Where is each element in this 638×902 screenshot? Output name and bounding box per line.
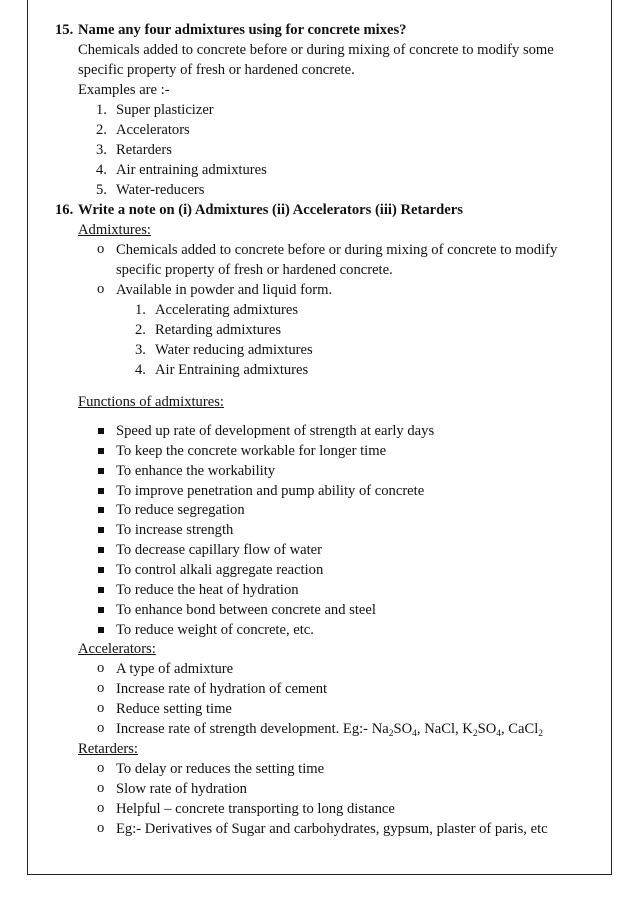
- admixture-type-number: 4.: [135, 362, 146, 378]
- q16-number: 16.: [55, 202, 74, 218]
- function-item: Speed up rate of development of strength at early days: [116, 423, 435, 439]
- circle-bullet-icon: o: [97, 680, 105, 696]
- admixture-type-number: 3.: [135, 342, 146, 358]
- circle-bullet-icon: o: [97, 241, 105, 257]
- function-item: To improve penetration and pump ability of concrete: [116, 483, 425, 499]
- admixture-type-number: 2.: [135, 322, 146, 338]
- retarders-title: Retarders:: [78, 741, 138, 757]
- square-bullet-icon: [98, 507, 104, 513]
- q15-example-text: Water-reducers: [116, 182, 205, 198]
- square-bullet-icon: [98, 627, 104, 633]
- function-item: To decrease capillary flow of water: [116, 542, 323, 558]
- retarder-item: Helpful – concrete transporting to long distance: [116, 801, 395, 817]
- function-item: To control alkali aggregate reaction: [116, 562, 324, 578]
- q15-example-number: 1.: [96, 102, 107, 118]
- circle-bullet-icon: o: [97, 720, 105, 736]
- q15-example-number: 3.: [96, 142, 107, 158]
- q15-example-text: Super plasticizer: [116, 102, 214, 118]
- square-bullet-icon: [98, 547, 104, 553]
- circle-bullet-icon: o: [97, 660, 105, 676]
- admixture-type-text: Retarding admixtures: [155, 322, 282, 338]
- q16-heading: Write a note on (i) Admixtures (ii) Accelerators (iii) Retarders: [78, 202, 463, 218]
- function-item: To reduce weight of concrete, etc.: [116, 622, 314, 638]
- function-item: To enhance the workability: [116, 463, 276, 479]
- functions-title: Functions of admixtures:: [78, 394, 224, 410]
- q15-examples-label: Examples are :-: [78, 82, 170, 98]
- admixture-type-number: 1.: [135, 302, 146, 318]
- circle-bullet-icon: o: [97, 820, 105, 836]
- retarder-item: To delay or reduces the setting time: [116, 761, 325, 777]
- function-item: To reduce segregation: [116, 502, 245, 518]
- circle-bullet-icon: o: [97, 800, 105, 816]
- retarder-item: Slow rate of hydration: [116, 781, 247, 797]
- retarder-item: Eg:- Derivatives of Sugar and carbohydrates, gypsum, plaster of paris, etc: [116, 821, 548, 837]
- q15-heading: Name any four admixtures using for concrete mixes?: [78, 22, 407, 38]
- q15-example-number: 2.: [96, 122, 107, 138]
- square-bullet-icon: [98, 587, 104, 593]
- function-item: To keep the concrete workable for longer time: [116, 443, 387, 459]
- q15-number: 15.: [55, 22, 74, 38]
- q15-example-text: Accelerators: [116, 122, 190, 138]
- q15-example-text: Retarders: [116, 142, 172, 158]
- square-bullet-icon: [98, 448, 104, 454]
- q15-example-number: 4.: [96, 162, 107, 178]
- admixture-type-text: Accelerating admixtures: [155, 302, 299, 318]
- admixture-type-text: Water reducing admixtures: [155, 342, 313, 358]
- circle-bullet-icon: o: [97, 760, 105, 776]
- circle-bullet-icon: o: [97, 281, 105, 297]
- square-bullet-icon: [98, 468, 104, 474]
- square-bullet-icon: [98, 488, 104, 494]
- admixtures-bullet-line2: specific property of fresh or hardened concrete.: [116, 262, 393, 278]
- square-bullet-icon: [98, 607, 104, 613]
- square-bullet-icon: [98, 567, 104, 573]
- circle-bullet-icon: o: [97, 780, 105, 796]
- q15-definition-line1: Chemicals added to concrete before or during mixing of concrete to modify some: [78, 42, 554, 58]
- admixture-type-text: Air Entraining admixtures: [155, 362, 309, 378]
- admixtures-bullet-line1: Chemicals added to concrete before or during mixing of concrete to modify: [116, 242, 558, 258]
- square-bullet-icon: [98, 428, 104, 434]
- q15-example-number: 5.: [96, 182, 107, 198]
- accelerators-title: Accelerators:: [78, 641, 156, 657]
- square-bullet-icon: [98, 527, 104, 533]
- circle-bullet-icon: o: [97, 700, 105, 716]
- accelerator-item: A type of admixture: [116, 661, 234, 677]
- q15-example-text: Air entraining admixtures: [116, 162, 267, 178]
- accelerator-item: Reduce setting time: [116, 701, 232, 717]
- accelerator-item: Increase rate of hydration of cement: [116, 681, 328, 697]
- admixtures-title: Admixtures:: [78, 222, 151, 238]
- function-item: To reduce the heat of hydration: [116, 582, 299, 598]
- function-item: To increase strength: [116, 522, 234, 538]
- function-item: To enhance bond between concrete and steel: [116, 602, 376, 618]
- accelerator-item-formulas: Increase rate of strength development. Eg:- $Na_2SO_4$, NaCl, $K_2SO_4$, CaCl$_2$: [116, 721, 544, 739]
- admixtures-bullet-2: Available in powder and liquid form.: [116, 282, 333, 298]
- q15-definition-line2: specific property of fresh or hardened concrete.: [78, 62, 355, 78]
